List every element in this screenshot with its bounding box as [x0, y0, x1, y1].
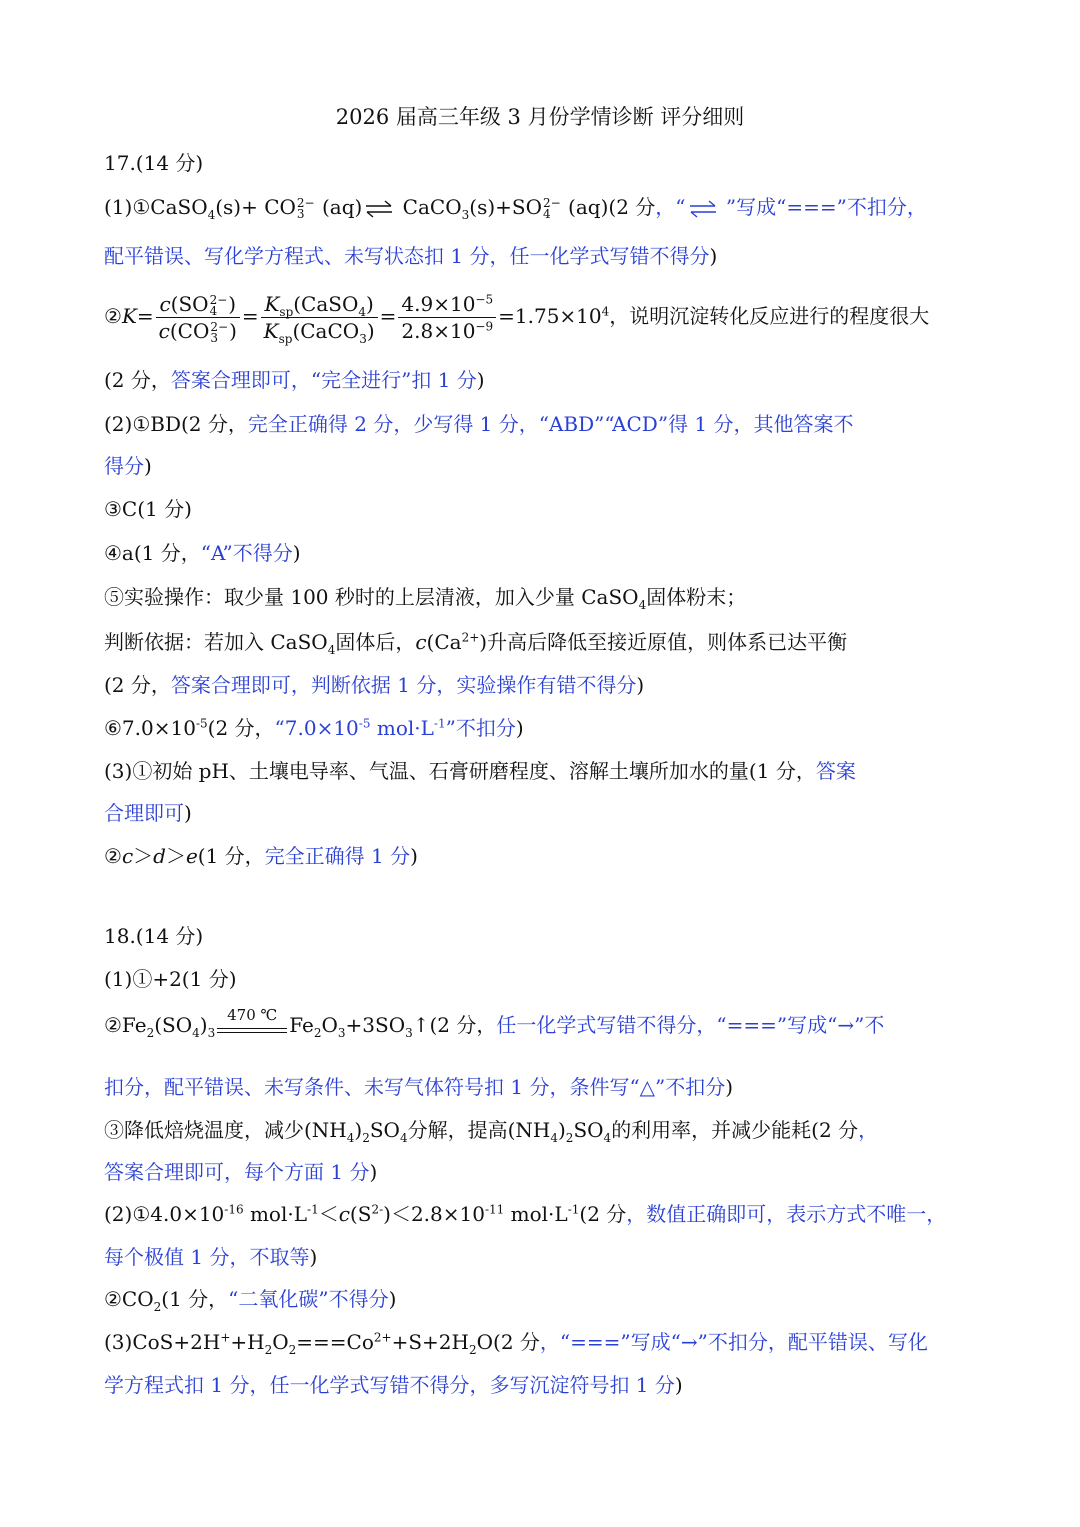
- q18-line-10: 学方程式扣 1 分，任一化学式写错不得分，多写沉淀符号扣 1 分): [104, 1373, 683, 1397]
- q17-header: 17.(14 分): [104, 151, 204, 175]
- fraction-concentration: c(SO 2− 4 ) c(CO 2− 3 ): [156, 291, 240, 344]
- q17-line-14: 合理即可): [104, 801, 192, 825]
- q18-line-9: $(3)CoS+2H^++H_2O_2===Co^{2+}+S+2H_2O(2$ 分，“===”写成“→”不扣分，配平错误、写化: [104, 1330, 928, 1357]
- q18-line-7: 每个极值 1 分，不取等): [104, 1245, 318, 1269]
- q17-line-10: 判断依据：若加入 CaSO$_4$固体后，$c(Ca^{2+})$升高后降低至接近原值，则体系已达平衡: [104, 630, 848, 657]
- q17-line-9: ⑤实验操作：取少量 100 秒时的上层清液，加入少量 CaSO$_4$固体粉末；: [104, 585, 747, 612]
- q17-line-8: ④a(1 分，“A”不得分): [104, 541, 301, 565]
- q18-line-3: 扣分，配平错误、未写条件、未写气体符号扣 1 分，条件写“△”不扣分): [104, 1075, 734, 1099]
- q17-line-4: (2 分，答案合理即可，“完全进行”扣 1 分): [104, 368, 485, 392]
- q18-line-5: 答案合理即可，每个方面 1 分): [104, 1160, 378, 1184]
- q18-line-6: $(2)①4.0\times 10^{-16}$ $mol\cdot L^{-1}<c(S^{2-})<2.8\times 10^{-11}$ $mol\cdot L^{-1}(2$ 分，数值正确即可，表示方式不唯一，: [104, 1202, 947, 1226]
- q18-header: 18.(14 分): [104, 924, 204, 948]
- q18-line-2: $②Fe_2(SO_4)_3$ 470 ℃ $Fe_2O_3+3SO_3↑(2$ 分，任一化学式写错不得分，“===”写成“→”不: [104, 1005, 885, 1040]
- q18-line-1: (1)①+2(1 分): [104, 967, 237, 991]
- q18-line-8: $②CO_2(1$ 分，“二氧化碳”不得分): [104, 1287, 397, 1314]
- fraction-values: $\frac{4.9\times 10^{-5}}{2.8\times 10^{-9}}$: [398, 291, 496, 344]
- q17-line-12: $⑥7.0\times 10^{-5}(2$ 分，“$7.0\times 10^{-5}$ $mol\cdot L^{-1}$”不扣分): [104, 716, 524, 740]
- q17-line-2: 配平错误、写化学方程式、未写状态扣 1 分，任一化学式写错不得分): [104, 244, 718, 268]
- q17-line-5: (2)①BD(2 分，完全正确得 2 分，少写得 1 分，“ABD”“ACD”得 1 分，其他答案不: [104, 412, 854, 436]
- q17-line-15: ②c＞d＞e(1 分，完全正确得 1 分): [104, 844, 418, 868]
- q17-equilibrium-constant: ②K= c(SO 2− 4 ) c(CO 2− 3 ) = $\frac{K_{sp}(CaSO_4)}{K_{sp}(CaCO_3)}$ = $\frac{4.9\times 10^{-5}}{2.8\times 10^{-9}}$ $=1.75\times 10^4$，说明沉淀转化反应进行的程度很大: [104, 292, 930, 346]
- reaction-condition-arrow: 470 ℃: [215, 1013, 289, 1041]
- fraction-ksp: $\frac{K_{sp}(CaSO_4)}{K_{sp}(CaCO_3)}$: [261, 291, 378, 344]
- q18-line-4: ③降低焙烧温度，减少$(NH_4)_2SO_4$分解，提高$(NH_4)_2SO_4$的利用率，并减少能耗(2 分，: [104, 1118, 879, 1145]
- q17-line-6: 得分): [104, 454, 152, 478]
- equilibrium-arrow-icon: [362, 195, 396, 223]
- page-title: 2026 届高三年级 3 月份学情诊断 评分细则: [335, 105, 745, 129]
- q17-line-11: (2 分，答案合理即可，判断依据 1 分，实验操作有错不得分): [104, 673, 645, 697]
- q17-line-7: ③C(1 分): [104, 497, 192, 521]
- q17-line-1: (1)①CaSO$_4$(s)+ CO 2− 3 (aq) CaCO$_3$(s)+SO 2− 4 (aq)(2 分，“ ”写成“===”不扣分，: [104, 195, 927, 222]
- q17-line-13: (3)①初始 pH、土壤电导率、气温、石膏研磨程度、溶解土壤所加水的量(1 分，答案: [104, 759, 856, 783]
- equilibrium-arrow-icon: [686, 195, 720, 223]
